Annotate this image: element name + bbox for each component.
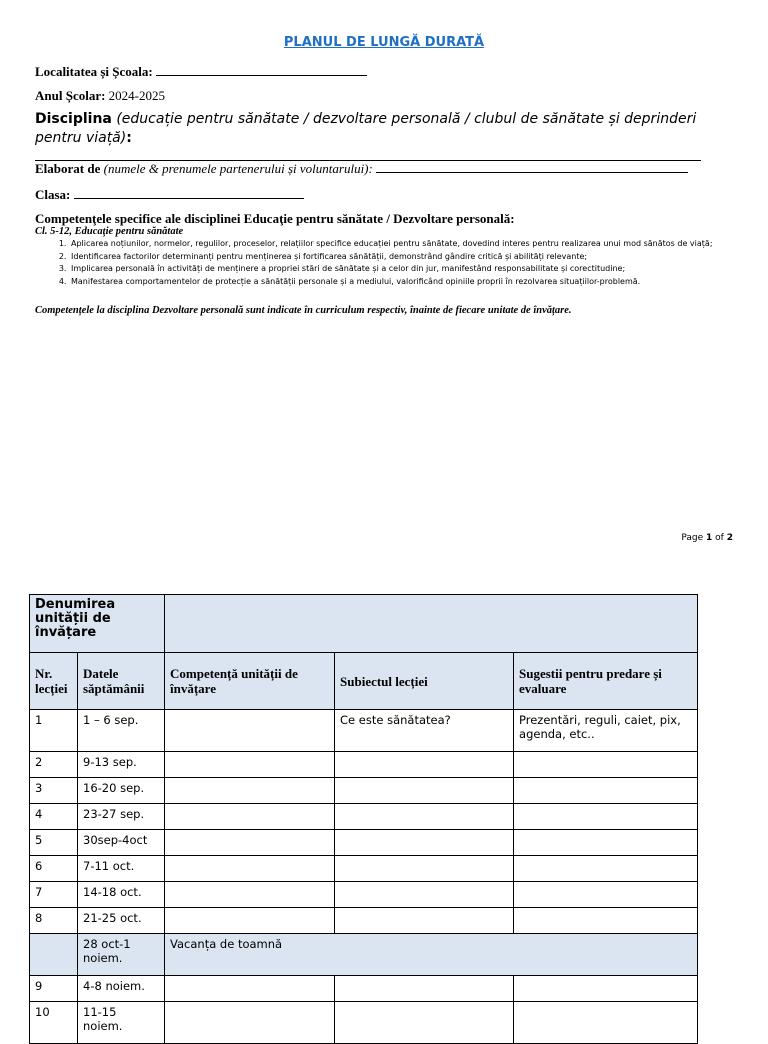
cell-nr: 7 — [30, 882, 78, 908]
unit-row — [30, 595, 698, 653]
disciplina-note: (educație pentru sănătate / dezvoltare personală / clubul de sănătate și deprinderi pentru viață) — [35, 111, 697, 146]
cell-subj[interactable] — [335, 856, 514, 882]
cell-comp[interactable] — [165, 830, 335, 856]
unit-label: Denumirea unității de învățare — [30, 595, 165, 653]
cell-sug[interactable] — [514, 856, 698, 882]
cell-sug[interactable] — [514, 908, 698, 934]
cell-nr: 3 — [30, 778, 78, 804]
cell-sug[interactable] — [514, 830, 698, 856]
an-label: Anul Școlar: — [35, 88, 106, 103]
cell-sug[interactable] — [514, 804, 698, 830]
table-row — [30, 804, 698, 830]
cell-sug[interactable] — [514, 1002, 698, 1044]
cell-date: 11-15 noiem. — [78, 1002, 165, 1044]
cell-subj[interactable] — [335, 976, 514, 1002]
table-row — [30, 778, 698, 804]
clasa-blank[interactable] — [74, 186, 304, 199]
cell-sug[interactable] — [514, 976, 698, 1002]
cell-comp[interactable] — [165, 778, 335, 804]
cell-subj[interactable] — [335, 804, 514, 830]
table-row — [30, 856, 698, 882]
cell-date: 23-27 sep. — [78, 804, 165, 830]
header-date: Datele săptămânii — [78, 653, 165, 710]
cell-date: 4-8 noiem. — [78, 976, 165, 1002]
cell-subj[interactable] — [335, 830, 514, 856]
cell-subj[interactable] — [335, 882, 514, 908]
an-line — [35, 88, 165, 104]
cell-nr: 1 — [30, 710, 78, 752]
disciplina-label: Disciplina — [35, 111, 112, 127]
page-title: PLANUL DE LUNGĂ DURATĂ — [283, 35, 485, 50]
page-total: 2 — [726, 533, 733, 543]
cell-date: 30sep-4oct — [78, 830, 165, 856]
cell-comp[interactable] — [165, 752, 335, 778]
cell-date: 7-11 oct. — [78, 856, 165, 882]
cell-nr: 10 — [30, 1002, 78, 1044]
vacation-label: Vacanța de toamnă — [165, 934, 698, 976]
table-row — [30, 882, 698, 908]
cell-nr: 8 — [30, 908, 78, 934]
cell-sug[interactable] — [514, 752, 698, 778]
cell-nr: 4 — [30, 804, 78, 830]
page-number — [681, 533, 733, 543]
elaborat-note: (numele & prenumele partenerului și voluntarului): — [103, 161, 373, 176]
disciplina-line — [35, 110, 735, 167]
cell-nr: 6 — [30, 856, 78, 882]
cell-comp[interactable] — [165, 976, 335, 1002]
competenta-item: 2. Identificarea factorilor determinanți pentru menținerea și fortificarea sănătății, demonstrând gândire critică și abilități relevante; — [69, 251, 740, 264]
cell-date: 21-25 oct. — [78, 908, 165, 934]
cell-subj[interactable] — [335, 908, 514, 934]
table-row — [30, 908, 698, 934]
plan-table — [29, 594, 698, 1044]
page-current: 1 — [706, 533, 713, 543]
cell-date: 1 – 6 sep. — [78, 710, 165, 752]
header-nr: Nr. lecției — [30, 653, 78, 710]
table-row — [30, 1002, 698, 1044]
localitate-label: Localitatea și Școala: — [35, 64, 153, 79]
cell-nr — [30, 934, 78, 976]
cell-sug[interactable]: Prezentări, reguli, caiet, pix, agenda, etc.. — [514, 710, 698, 752]
header-subj: Subiectul lecției — [335, 653, 514, 710]
clasa-label: Clasa: — [35, 187, 71, 202]
unit-name-cell[interactable] — [165, 595, 698, 653]
cell-nr: 2 — [30, 752, 78, 778]
cell-comp[interactable] — [165, 882, 335, 908]
competente-list — [35, 238, 740, 288]
cell-comp[interactable] — [165, 710, 335, 752]
an-value: 2024-2025 — [108, 88, 166, 103]
table-row — [30, 710, 698, 752]
clasa-line — [35, 186, 304, 203]
cell-nr: 5 — [30, 830, 78, 856]
cell-comp[interactable] — [165, 856, 335, 882]
cell-date: 14-18 oct. — [78, 882, 165, 908]
table-row — [30, 976, 698, 1002]
competenta-item: 3. Implicarea personală în activități de menținere a propriei stări de sănătate și a celor din jur, manifestând responsabilitate și corectitudine; — [69, 263, 740, 276]
cell-comp[interactable] — [165, 1002, 335, 1044]
table-row — [30, 752, 698, 778]
cell-subj[interactable] — [335, 752, 514, 778]
cell-nr: 9 — [30, 976, 78, 1002]
competente-note: Competențele la disciplina Dezvoltare personală sunt indicate în curriculum respectiv, înainte de fiecare unitate de învățare. — [35, 305, 572, 316]
elaborat-label: Elaborat de — [35, 161, 101, 176]
header-comp: Competență unității de învățare — [165, 653, 335, 710]
competenta-item: 4. Manifestarea comportamentelor de protecție a sănătății personale și a mediului, valorificând opiniile proprii în rezolvarea situațiilor-problemă. — [69, 276, 740, 289]
cell-subj[interactable]: Ce este sănătatea? — [335, 710, 514, 752]
cell-date: 16-20 sep. — [78, 778, 165, 804]
page-prefix: Page — [681, 533, 704, 543]
cell-sug[interactable] — [514, 882, 698, 908]
cell-subj[interactable] — [335, 1002, 514, 1044]
localitate-line — [35, 63, 367, 80]
competente-subheading: Cl. 5-12, Educaţie pentru sănătate — [35, 226, 184, 237]
table-row — [30, 830, 698, 856]
cell-subj[interactable] — [335, 778, 514, 804]
competente-heading: Competenţele specifice ale disciplinei Educaţie pentru sănătate / Dezvoltare personală: — [35, 211, 515, 226]
cell-date: 9-13 sep. — [78, 752, 165, 778]
elaborat-line — [35, 160, 688, 177]
cell-comp[interactable] — [165, 908, 335, 934]
disciplina-colon: : — [126, 130, 132, 146]
localitate-blank[interactable] — [156, 63, 367, 76]
cell-sug[interactable] — [514, 778, 698, 804]
header-row — [30, 653, 698, 710]
elaborat-blank[interactable] — [376, 160, 688, 173]
vacation-row — [30, 934, 698, 976]
competenta-item: 1. Aplicarea noțiunilor, normelor, regulilor, proceselor, relațiilor specifice educației pentru sănătate, dovedind interes pentru realizarea unui mod sănătos de viață; — [69, 238, 740, 251]
header-sug: Sugestii pentru predare și evaluare — [514, 653, 698, 710]
cell-comp[interactable] — [165, 804, 335, 830]
vacation-date: 28 oct-1 noiem. — [78, 934, 165, 976]
page-of: of — [715, 533, 724, 543]
